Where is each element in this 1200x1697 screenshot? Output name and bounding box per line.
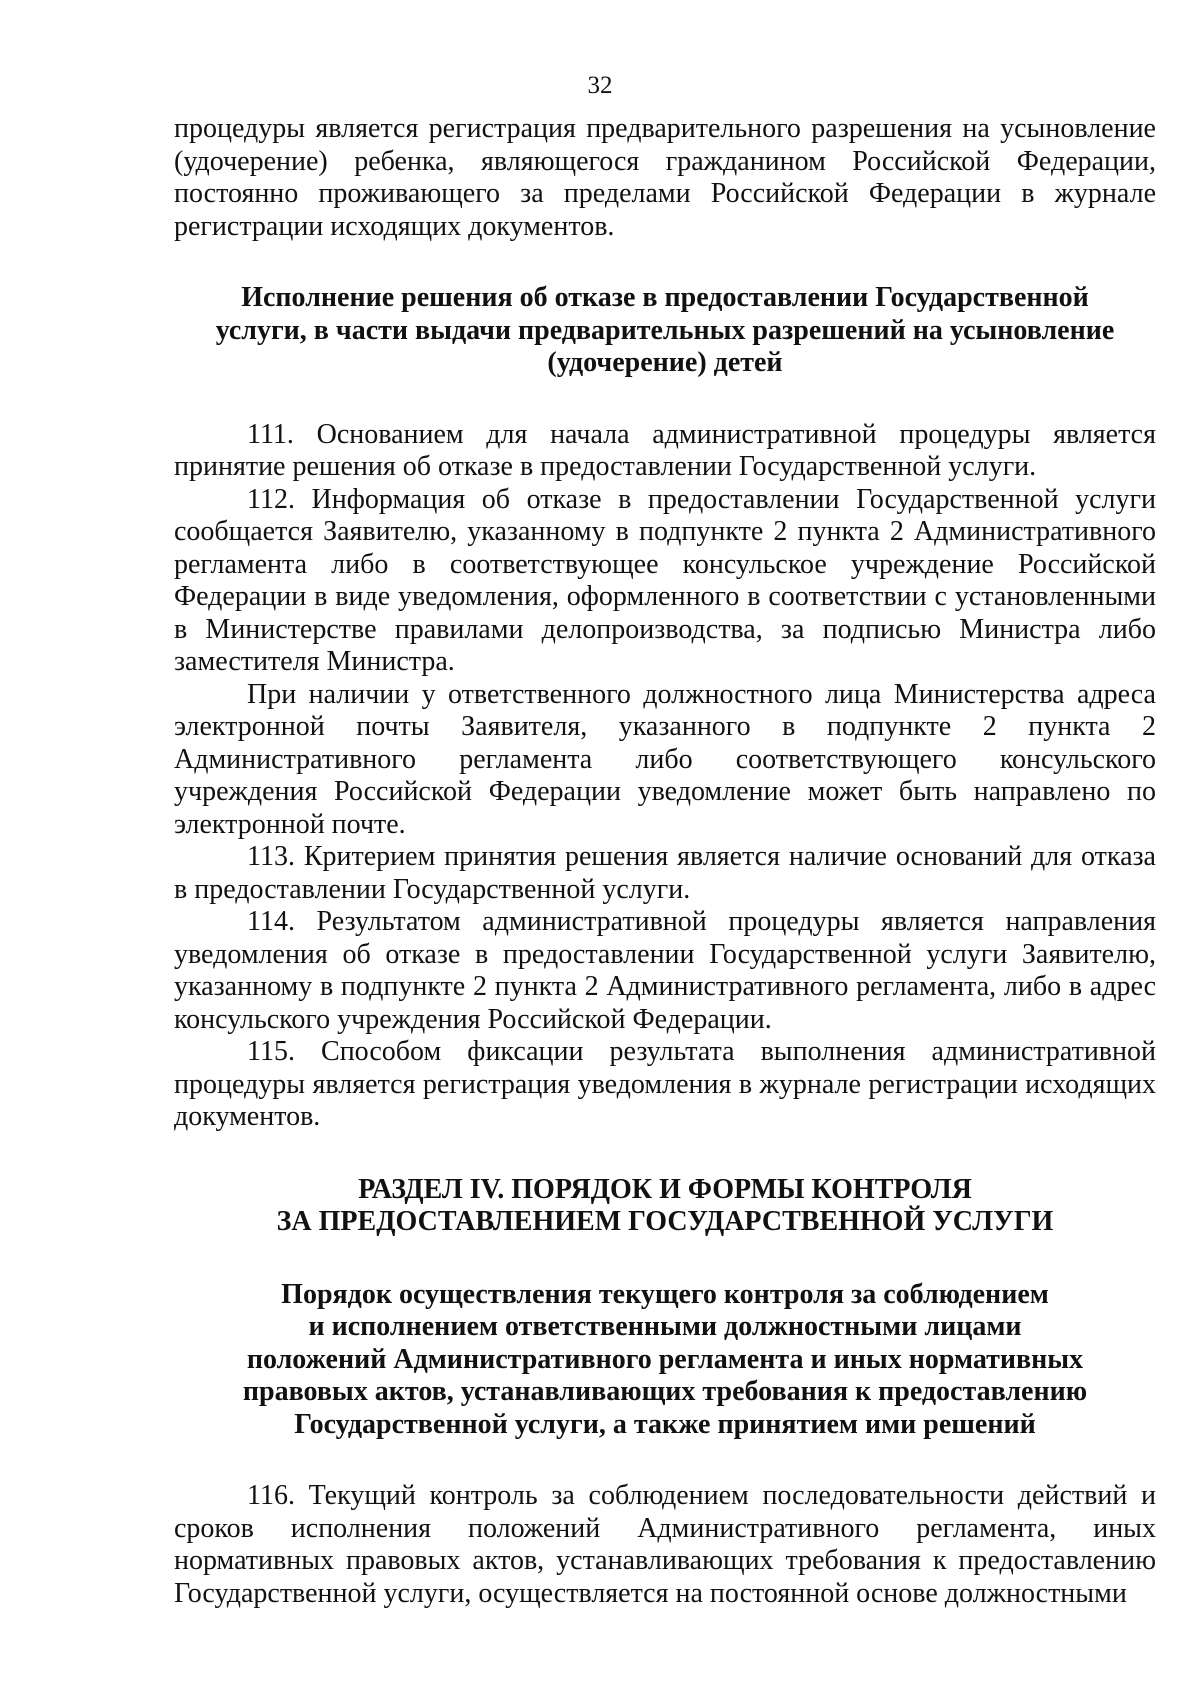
heading-refusal-execution: [174, 282, 1156, 380]
paragraph-116: 116. Текущий контроль за соблюдением последовательности действий и сроков исполнения положений Административного регламента, иных нормативных правовых актов, устанавливающих требования к предоставлению Государственной услуги, осуществляется на постоянной основе должностными: [174, 1480, 1156, 1609]
paragraph-112-email: При наличии у ответственного должностного лица Министерства адреса электронной почты Заявителя, указанного в подпункте 2 пункта 2 Административного регламента либо соответствующего консульского учреждения Российской Федерации уведомление может быть направлено по электронной почте.: [174, 678, 1156, 840]
paragraph-113: 113. Критерием принятия решения является наличие оснований для отказа в предоставлении Государственной услуги.: [174, 841, 1156, 905]
heading-line: положений Административного регламента и иных нормативных: [246, 1343, 1084, 1375]
paragraph-114: 114. Результатом административной процедуры является направления уведомления об отказе в предоставлении Государственной услуги Заявителю, указанному в подпункте 2 пункта 2 Административного регламента, либо в адрес консульского учреждения Российской Федерации.: [174, 906, 1156, 1035]
heading-current-control: [174, 1279, 1156, 1442]
page-number: 32: [587, 72, 613, 99]
heading-line: Исполнение решения об отказе в предоставлении Государственной: [241, 282, 1089, 313]
paragraph-115: 115. Способом фиксации результата выполнения административной процедуры является регистрация уведомления в журнале регистрации исходящих документов.: [174, 1036, 1156, 1132]
heading-line: Государственной услуги, а также принятием ими решений: [294, 1408, 1036, 1440]
heading-line: и исполнением ответственными должностными лицами: [308, 1311, 1022, 1342]
heading-line: (удочерение) детей: [547, 347, 783, 378]
heading-line: Порядок осуществления текущего контроля за соблюдением: [281, 1278, 1049, 1310]
paragraph-112: 112. Информация об отказе в предоставлении Государственной услуги сообщается Заявителю, указанному в подпункте 2 пункта 2 Административного регламента либо в соответствующее консульское учреждение Российской Федерации в виде уведомления, оформленного в соответствии с установленными в Министерстве правилами делопроизводства, за подписью Министра либо заместителя Министра.: [174, 483, 1156, 677]
paragraph-111: 111. Основанием для начала административной процедуры является принятие решения об отказе в предоставлении Государственной услуги.: [174, 418, 1156, 482]
section-heading-line: РАЗДЕЛ IV. ПОРЯДОК И ФОРМЫ КОНТРОЛЯ: [358, 1173, 972, 1205]
continuation-paragraph: процедуры является регистрация предварительного разрешения на усыновление (удочерение) ребенка, являющегося гражданином Российской Федерации, постоянно проживающего за пределами Российской Федерации в журнале регистрации исходящих документов.: [174, 113, 1156, 242]
section-heading-line: ЗА ПРЕДОСТАВЛЕНИЕМ ГОСУДАРСТВЕННОЙ УСЛУГИ: [276, 1206, 1054, 1237]
heading-line: правовых актов, устанавливающих требования к предоставлению: [242, 1376, 1088, 1407]
page-content: [174, 113, 1156, 1610]
heading-line: услуги, в части выдачи предварительных разрешений на усыновление: [215, 314, 1115, 346]
section-heading: [174, 1174, 1156, 1239]
